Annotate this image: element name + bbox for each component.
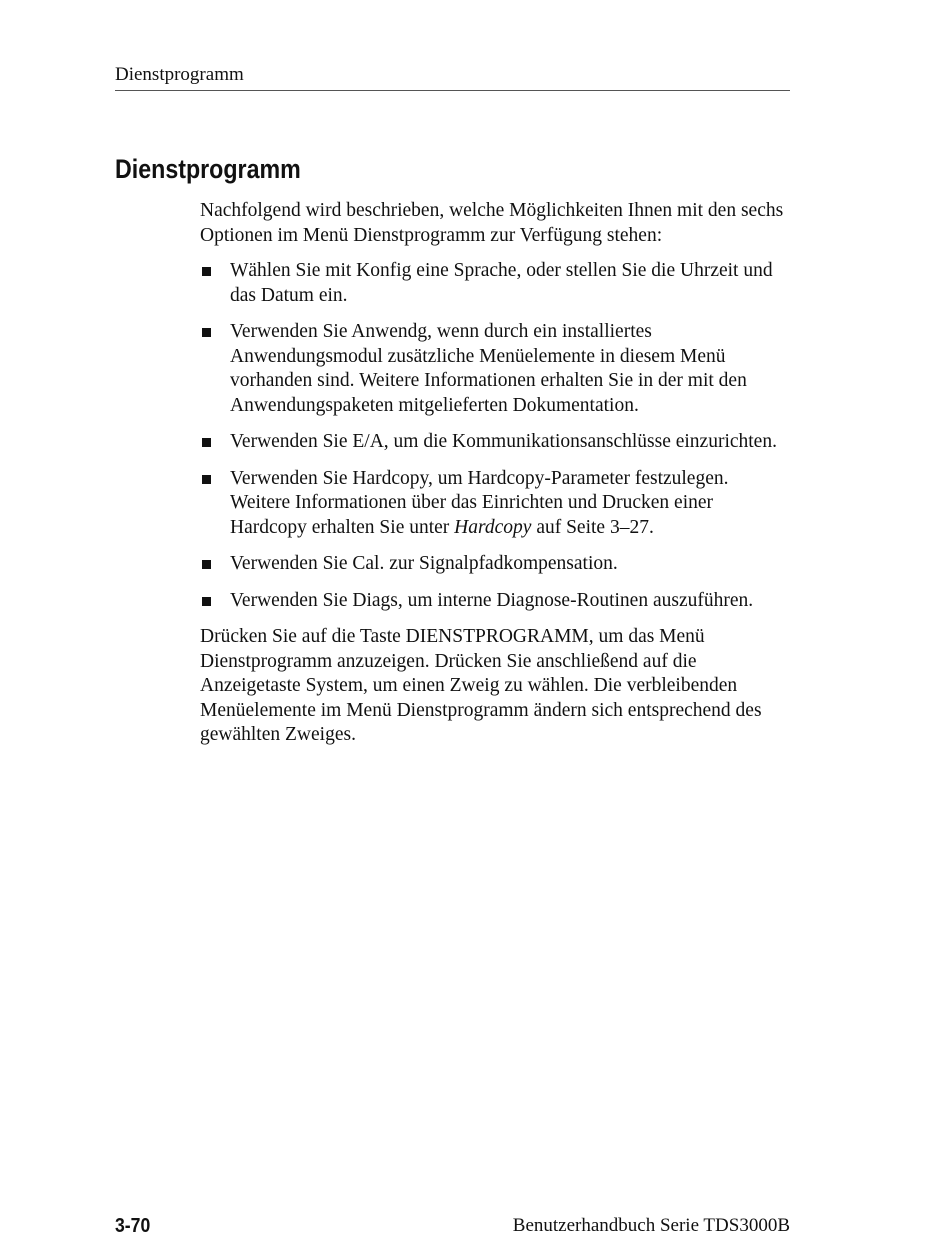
list-item-text: Verwenden Sie Diags, um interne Diagnose-Routinen auszuführen. [230,589,754,611]
list-item-text: Wählen Sie mit Konfig eine Sprache, oder stellen Sie die Uhrzeit und das Datum ein. [230,260,773,306]
list-item-text: Verwenden Sie Cal. zur Signalpfadkompensation. [230,553,618,574]
square-bullet-icon [202,328,211,337]
option-list [200,259,792,613]
list-item [200,430,792,455]
intro-paragraph: Nachfolgend wird beschrieben, welche Möglichkeiten Ihnen mit den sechs Optionen im Menü Dienstprogramm zur Verfügung stehen: [200,200,784,246]
square-bullet-icon [202,267,211,276]
list-item-text-end: auf Seite 3–27. [531,516,654,538]
section-title: Dienstprogramm [115,154,301,184]
closing-paragraph: Drücken Sie auf die Taste DIENSTPROGRAMM, um das Menü Dienstprogramm anzuzeigen. Drücken Sie anschließend auf die Anzeigetaste System, um einen Zweig zu wählen. Die verbleibenden Menüelemente im Menü Dienstprogramm ändern sich entsprechend des gewählten Zweiges. [200,626,762,745]
list-item-text: Verwenden Sie Anwendg, wenn durch ein installiertes Anwendungsmodul zusätzliche Menüelemente in diesem Menü vorhanden sind. Weitere Informationen erhalten Sie in der mit den Anwendungspaketen mitgelieferten Dokumentation. [230,321,747,416]
manual-title: Benutzerhandbuch Serie TDS3000B [512,1215,790,1236]
list-item [200,552,792,577]
square-bullet-icon [202,597,211,606]
square-bullet-icon [202,560,211,569]
list-item-text [230,468,729,538]
page-number: 3-70 [115,1215,151,1237]
list-item [200,259,792,308]
list-item-text-start: Verwenden Sie Hardcopy, um Hardcopy-Parameter festzulegen. Weitere Informationen über das Einrichten und Drucken einer Hardcopy erhalten Sie unter [230,467,729,538]
list-item [200,589,792,614]
square-bullet-icon [202,475,211,484]
section-body [200,199,792,748]
header-divider [115,90,790,91]
list-item [200,467,792,541]
square-bullet-icon [202,438,211,447]
hardcopy-reference: Hardcopy [454,516,532,538]
running-header: Dienstprogramm [115,64,244,85]
list-item-text: Verwenden Sie E/A, um die Kommunikationsanschlüsse einzurichten. [230,431,777,452]
list-item [200,320,792,418]
